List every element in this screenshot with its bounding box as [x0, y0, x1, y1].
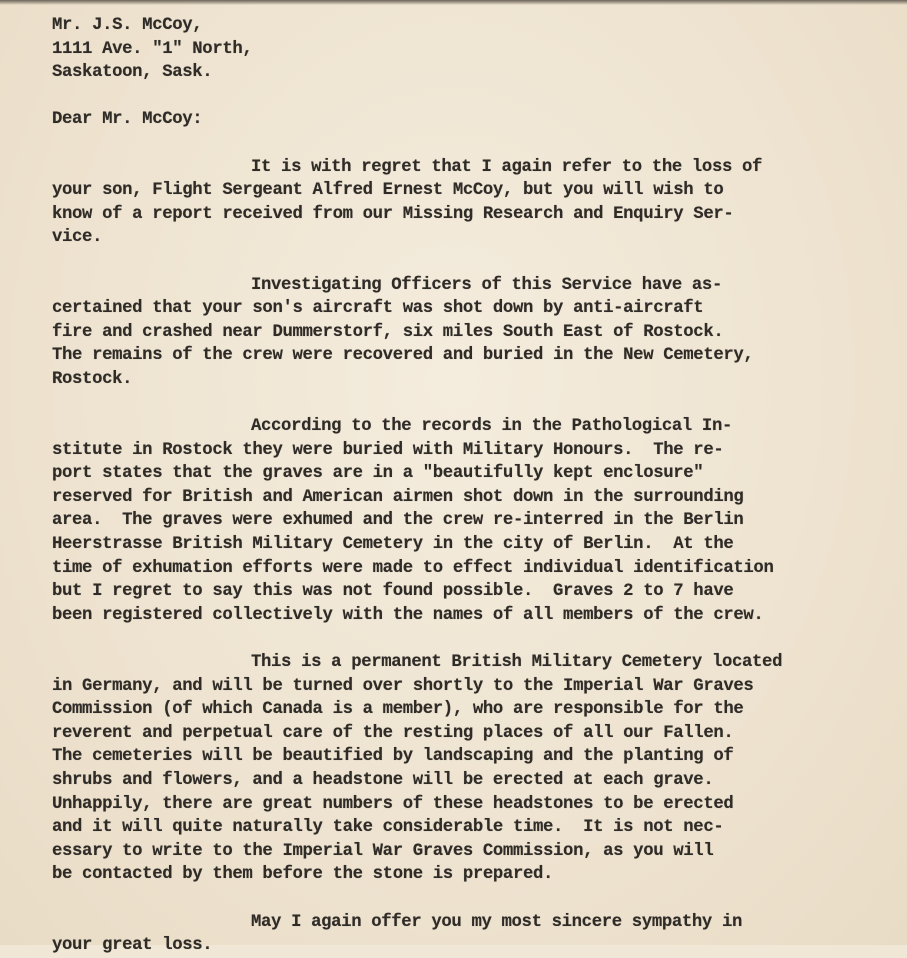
page-top-edge	[0, 0, 907, 5]
paragraph-line: your great loss.	[52, 936, 213, 956]
address-line: Mr. J.S. McCoy,	[52, 16, 203, 35]
paragraph-line: Commission (of which Canada is a member), who are responsible for the	[52, 700, 744, 720]
paragraph-line: The remains of the crew were recovered and buried in the New Cemetery,	[52, 346, 754, 366]
paragraph-line: area. The graves were exhumed and the crew re-interred in the Berlin	[52, 511, 744, 531]
recipient-address	[52, 14, 897, 85]
paragraph-line: been registered collectively with the names of all members of the crew.	[52, 605, 764, 625]
paragraph-5	[52, 911, 897, 958]
paragraph-line: certained that your son's aircraft was shot down by anti-aircraft	[52, 299, 704, 319]
paragraph-line: reverent and perpetual care of the resting places of all our Fallen.	[52, 723, 734, 743]
paragraph-line: and it will quite naturally take considerable time. It is not nec-	[52, 818, 724, 838]
paragraph-1	[52, 156, 897, 250]
paragraph-3	[52, 415, 897, 627]
letter-body	[52, 14, 897, 958]
spacer	[52, 392, 897, 416]
paragraph-4	[52, 651, 897, 887]
paragraph-line: port states that the graves are in a "beautifully kept enclosure"	[52, 464, 704, 484]
spacer	[52, 85, 897, 109]
paragraph-line: The cemeteries will be beautified by landscaping and the planting of	[52, 747, 734, 767]
paragraph-line: vice.	[52, 228, 103, 248]
paragraph-line: Unhappily, there are great numbers of these headstones to be erected	[52, 794, 734, 814]
paragraph-line: fire and crashed near Dummerstorf, six miles South East of Rostock.	[52, 322, 724, 342]
spacer	[52, 250, 897, 274]
spacer	[52, 132, 897, 156]
paragraph-2	[52, 274, 897, 392]
paragraph-line: time of exhumation efforts were made to effect individual identification	[52, 558, 774, 578]
spacer	[52, 887, 897, 911]
address-line: 1111 Ave. "1" North,	[52, 39, 253, 59]
paragraph-line: your son, Flight Sergeant Alfred Ernest McCoy, but you will wish to	[52, 181, 724, 201]
paragraph-line: know of a report received from our Missing Research and Enquiry Ser-	[52, 204, 734, 224]
salutation: Dear Mr. McCoy:	[52, 110, 203, 130]
paragraph-line: Rostock.	[52, 369, 133, 389]
paragraph-line: essary to write to the Imperial War Graves Commission, as you will	[52, 841, 714, 861]
paragraph-line: stitute in Rostock they were buried with Military Honours. The re-	[52, 440, 724, 460]
address-line: Saskatoon, Sask.	[52, 63, 213, 83]
paragraph-line: Heerstrasse British Military Cemetery in the city of Berlin. At the	[52, 535, 734, 555]
paragraph-line: It is with regret that I again refer to the loss of	[251, 157, 763, 177]
paragraph-line: This is a permanent British Military Cemetery located	[251, 653, 783, 673]
paragraph-line: reserved for British and American airmen shot down in the surrounding	[52, 487, 744, 507]
paragraph-line: May I again offer you my most sincere sympathy in	[251, 912, 743, 932]
spacer	[52, 627, 897, 651]
paragraph-line: According to the records in the Pathological In-	[251, 417, 732, 437]
paragraph-line: shrubs and flowers, and a headstone will be erected at each grave.	[52, 771, 714, 790]
paragraph-line: be contacted by them before the stone is prepared.	[52, 865, 554, 885]
paragraph-line: in Germany, and will be turned over shortly to the Imperial War Graves	[52, 676, 754, 696]
paragraph-line: but I regret to say this was not found possible. Graves 2 to 7 have	[52, 582, 734, 602]
paragraph-line: Investigating Officers of this Service have as-	[251, 275, 722, 295]
